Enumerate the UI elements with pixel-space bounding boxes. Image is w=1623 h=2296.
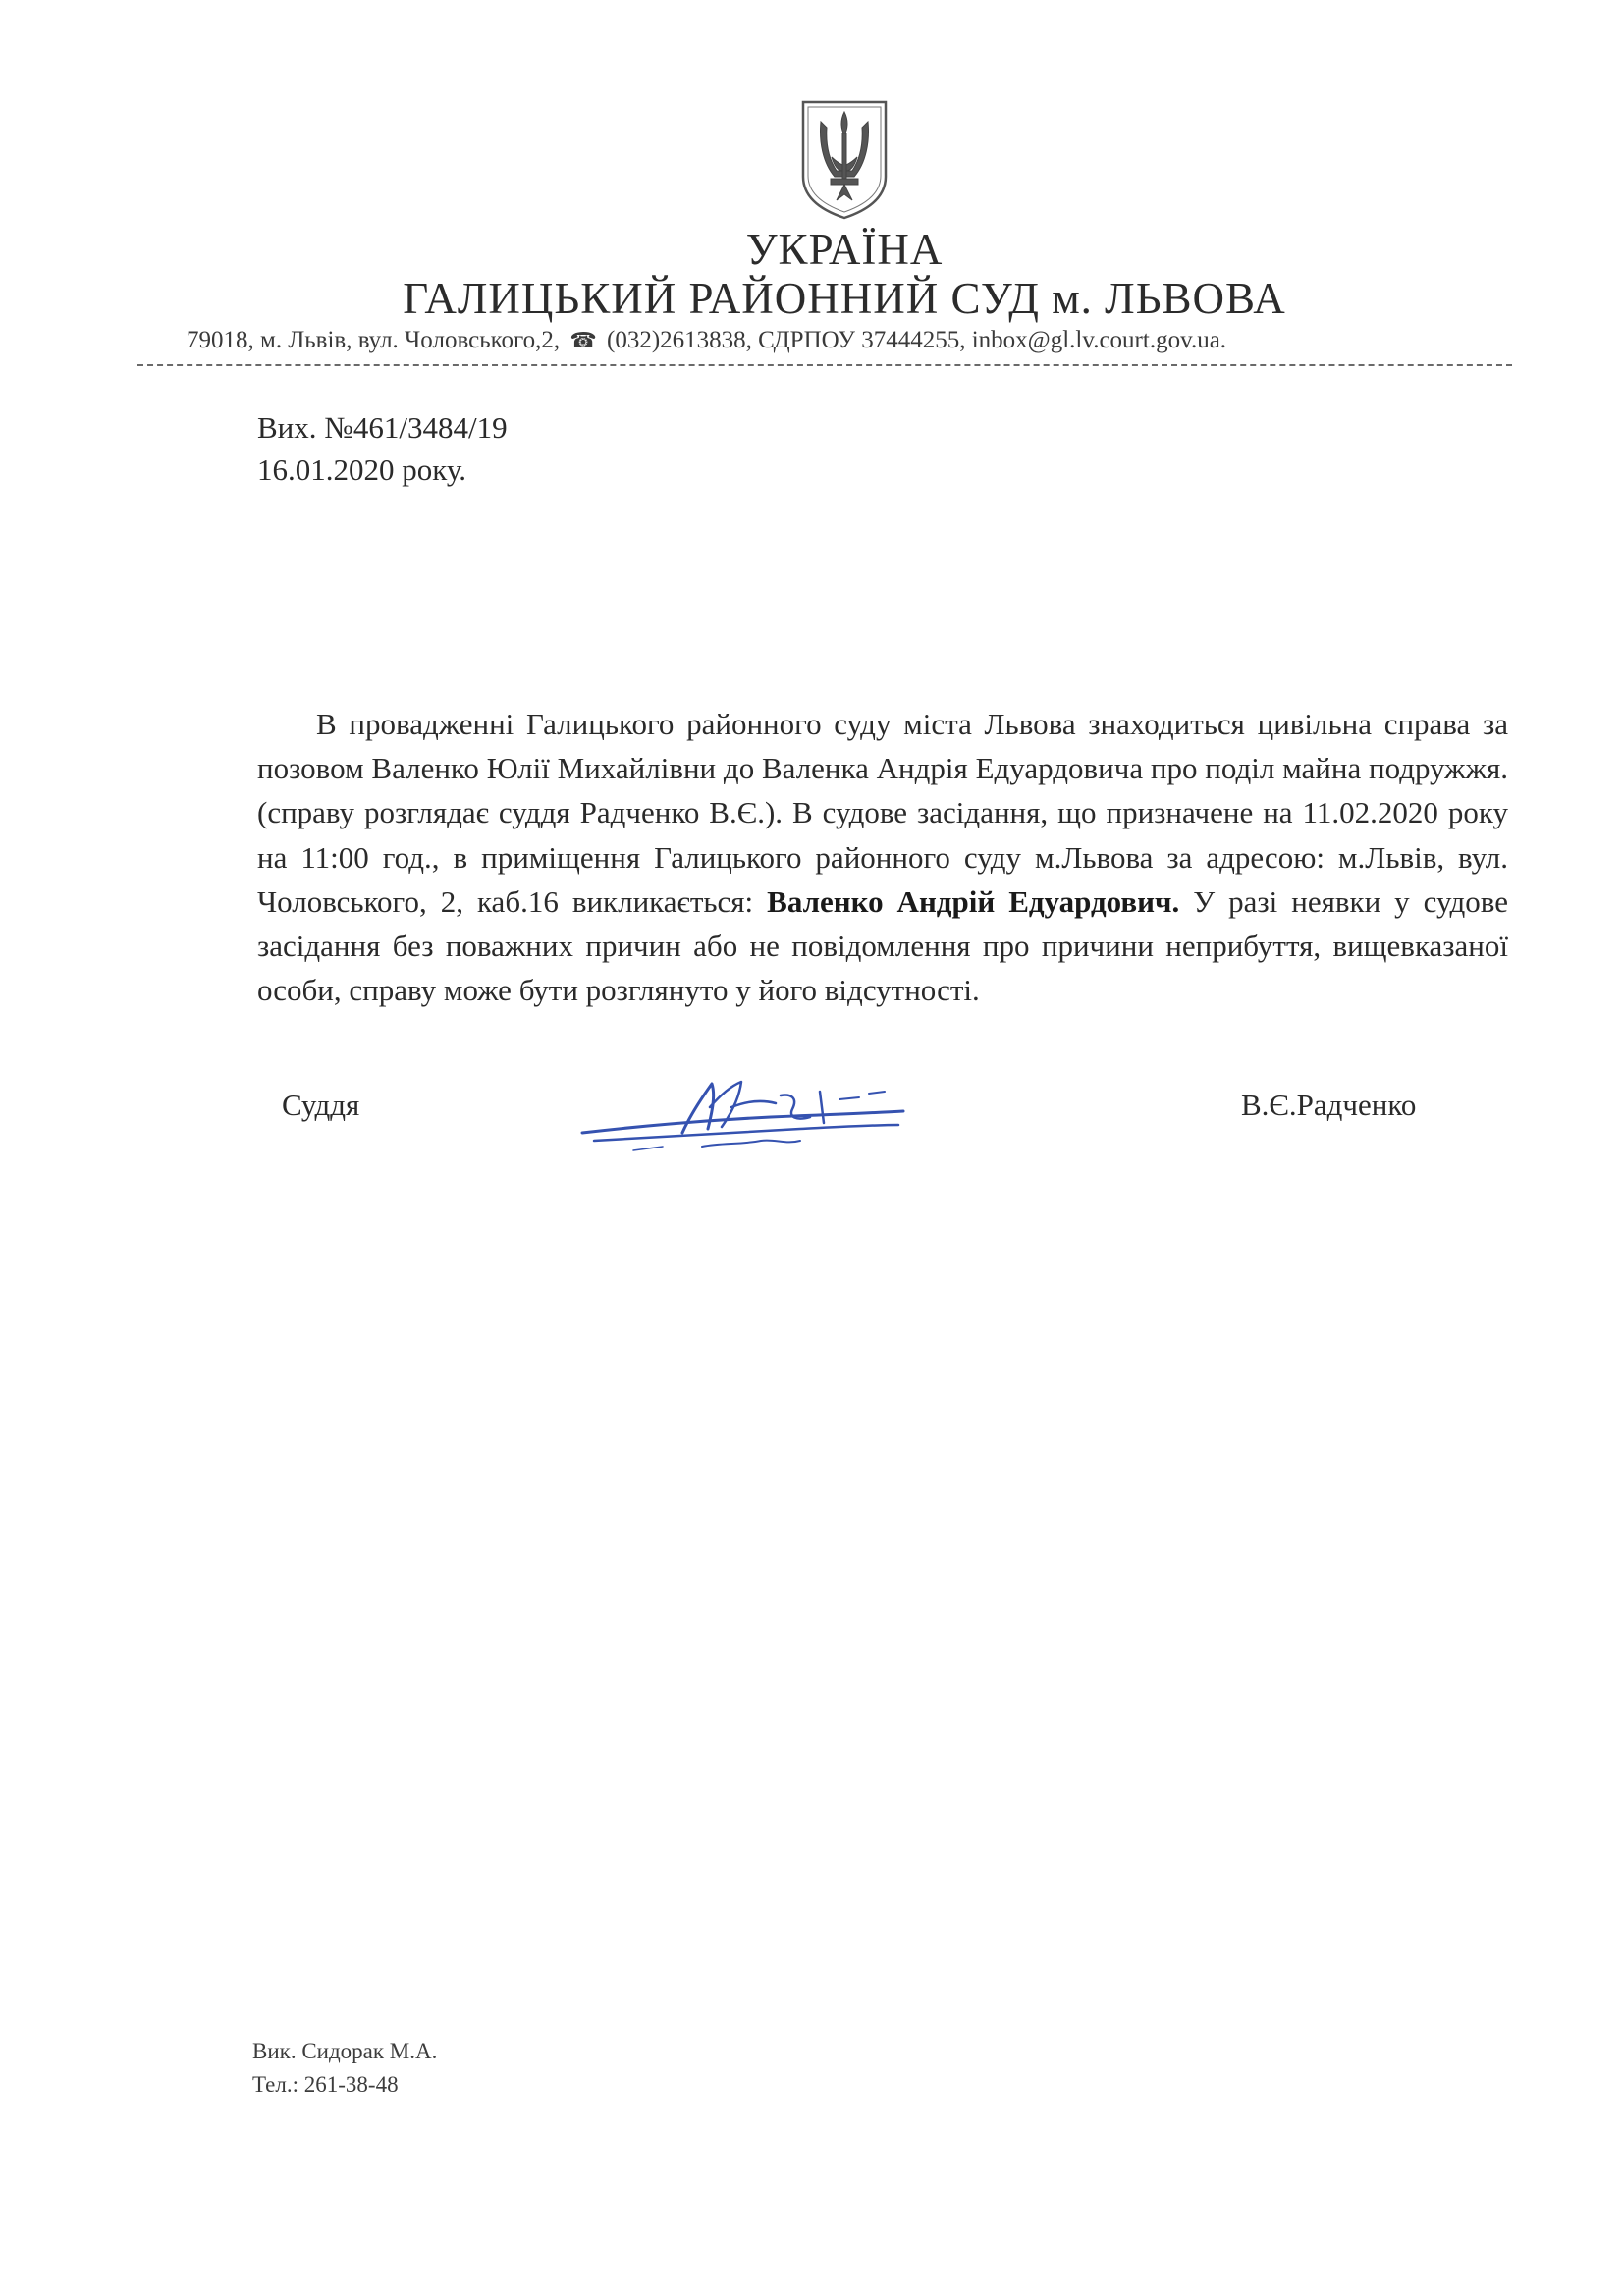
- letter-body: [257, 702, 1508, 1012]
- letter-date: 16.01.2020 року.: [257, 453, 467, 487]
- executor-name: Вик. Сидорак М.А.: [252, 2039, 438, 2063]
- handwritten-signature: [574, 1068, 913, 1161]
- body-text-warning: У разі неявки у судове засідання без поважних причин або не повідомлення про причини неприбуття, вищевказаної особи, справу може бути розглянуто у його відсутності.: [257, 883, 1509, 1008]
- telephone-icon: ☎: [569, 328, 597, 352]
- outgoing-number: Вих. №461/3484/19: [257, 410, 508, 445]
- court-contacts: (032)2613838, СДРПОУ 37444255, inbox@gl.lv.court.gov.ua.: [607, 327, 1227, 353]
- body-text-main: В провадженні Галицького районного суду міста Львова знаходиться цивільна справа за позовом Валенко Юлії Михайлівни до Валенка Андрія Едуардовича про поділ майна подружжя. (справу розглядає суддя Радченко В.Є.). В судове засідання, що призначене на 11.02.2020 року на 11:00 год., в приміщення Галицького районного суду м.Львова за адресою: м.Львів, вул. Чоловського, 2, каб.16 викликається:: [257, 707, 1508, 919]
- court-address: 79018, м. Львів, вул. Чоловського,2,: [187, 327, 561, 353]
- reference-block: [257, 406, 508, 491]
- signature-title: Суддя: [282, 1088, 360, 1122]
- executor-phone: Тел.: 261-38-48: [252, 2072, 399, 2097]
- court-name-title: ГАЛИЦЬКИЙ РАЙОННИЙ СУД м. ЛЬВОВА: [403, 274, 1286, 323]
- court-address-line: [187, 327, 1483, 354]
- country-title: УКРАЇНА: [745, 225, 944, 274]
- header-divider: [137, 364, 1512, 366]
- trident-coat-of-arms-icon: [799, 98, 890, 221]
- executor-block: [252, 2035, 437, 2102]
- summoned-person-name: Валенко Андрій Едуардович.: [767, 883, 1180, 919]
- judge-name: В.Є.Радченко: [1241, 1088, 1417, 1122]
